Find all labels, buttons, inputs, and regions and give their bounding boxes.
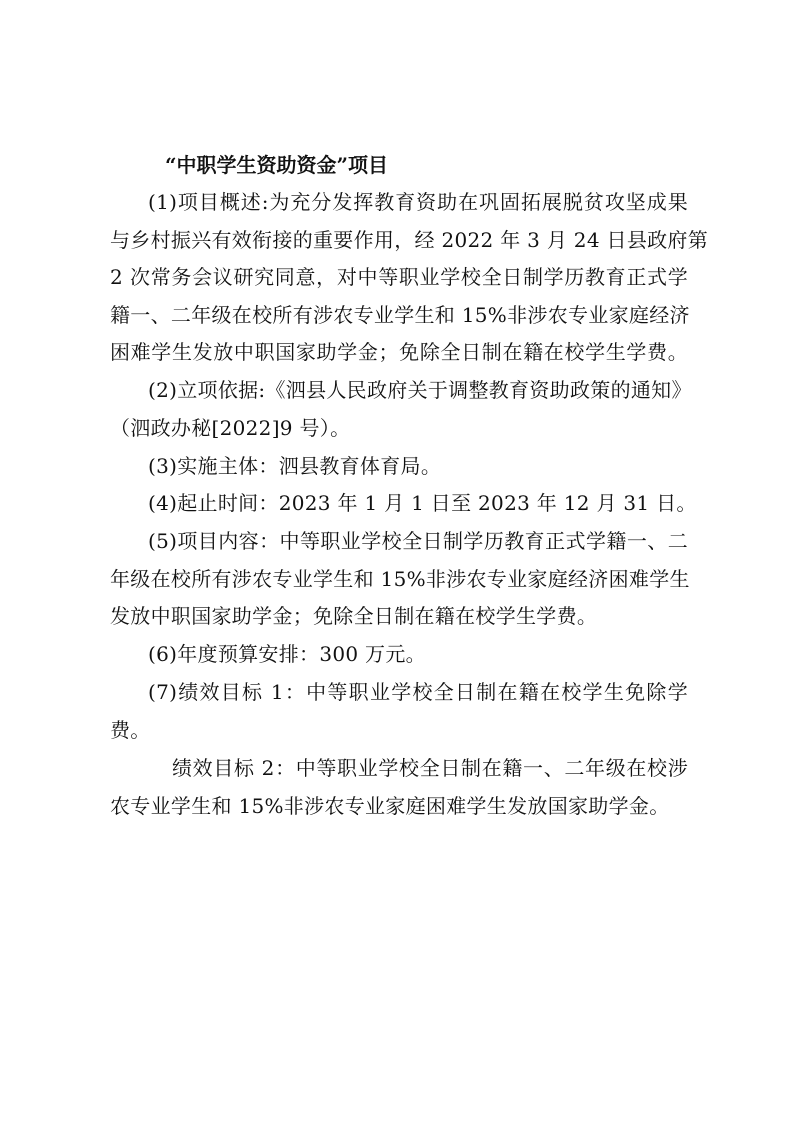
- text-line: 困难学生发放中职国家助学金；免除全日制在籍在校学生学费。: [110, 340, 688, 364]
- text-line: (2)立项依据:《泗县人民政府关于调整教育资助政策的通知》: [148, 378, 692, 402]
- text-line: 绩效目标 2：中等职业学校全日制在籍一、二年级在校涉: [172, 756, 688, 780]
- text-line: （泗政办秘[2022]9 号）。: [110, 416, 351, 440]
- text-line: 农专业学生和 15%非涉农专业家庭困难学生发放国家助学金。: [110, 794, 670, 818]
- text-line: (6)年度预算安排：300 万元。: [148, 642, 426, 666]
- text-line: (4)起止时间：2023 年 1 月 1 日至 2023 年 12 月 31 日。: [148, 491, 697, 515]
- text-line: 费。: [110, 718, 151, 742]
- text-line: 2 次常务会议研究同意，对中等职业学校全日制学历教育正式学: [110, 265, 689, 289]
- text-line: 发放中职国家助学金；免除全日制在籍在校学生学费。: [110, 604, 598, 628]
- text-line: (1)项目概述:为充分发挥教育资助在巩固拓展脱贫攻坚成果: [148, 190, 688, 214]
- text-line: (3)实施主体：泗县教育体育局。: [148, 454, 442, 478]
- text-line: 年级在校所有涉农专业学生和 15%非涉农专业家庭经济困难学生: [110, 567, 690, 591]
- text-line: 籍一、二年级在校所有涉农专业学生和 15%非涉农专业家庭经济: [110, 303, 690, 327]
- text-line: 与乡村振兴有效衔接的重要作用，经 2022 年 3 月 24 日县政府第: [110, 228, 709, 252]
- text-line: (5)项目内容：中等职业学校全日制学历教育正式学籍一、二: [148, 529, 688, 553]
- text-line: (7)绩效目标 1：中等职业学校全日制在籍在校学生免除学: [148, 680, 688, 704]
- document-title: “中职学生资助资金”项目: [165, 153, 389, 177]
